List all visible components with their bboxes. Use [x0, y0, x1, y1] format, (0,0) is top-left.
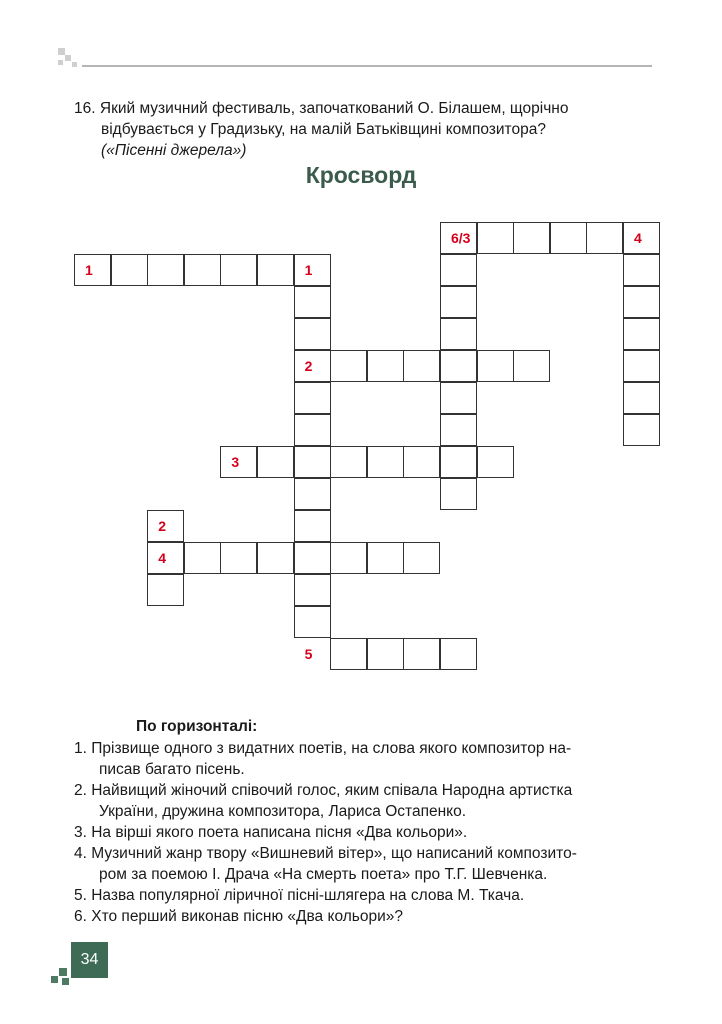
- crossword-cell[interactable]: [294, 318, 331, 350]
- clues-section: [74, 716, 664, 927]
- crossword-cell[interactable]: [367, 446, 404, 478]
- crossword-cell[interactable]: [147, 574, 184, 606]
- clue-4-line-2: ром за поемою І. Драча «На смерть поета» про Т.Г. Шевченка.: [99, 866, 548, 883]
- clue-6: [74, 906, 664, 927]
- crossword-cell[interactable]: [623, 382, 660, 414]
- question-line-2: відбувається у Градизьку, на малій Батьківщині композитора?: [101, 121, 546, 138]
- crossword-cell[interactable]: [294, 478, 331, 510]
- crossword-cell[interactable]: [440, 414, 477, 446]
- crossword-cell[interactable]: [586, 222, 623, 254]
- crossword-cell[interactable]: [513, 222, 550, 254]
- crossword-cell[interactable]: [403, 350, 440, 382]
- crossword-cell[interactable]: [623, 286, 660, 318]
- crossword-title: Кросворд: [305, 162, 417, 188]
- crossword-cell[interactable]: [294, 382, 331, 414]
- crossword-cell[interactable]: [367, 638, 404, 670]
- crossword-clue-number: 1: [304, 262, 313, 278]
- crossword-cell[interactable]: [184, 542, 221, 574]
- crossword-cell[interactable]: [440, 286, 477, 318]
- clue-5: [74, 885, 664, 906]
- clue-2-line-1: 2. Найвищий жіночий співочий голос, яким співала Народна артистка: [74, 782, 573, 799]
- crossword-cell[interactable]: [513, 350, 550, 382]
- crossword-cell[interactable]: [294, 286, 331, 318]
- crossword-cell[interactable]: [403, 542, 440, 574]
- crossword-cell[interactable]: [294, 542, 331, 574]
- clue-1-line-2: писав багато пісень.: [99, 761, 245, 778]
- crossword-cell[interactable]: [623, 350, 660, 382]
- crossword-cell[interactable]: [220, 542, 257, 574]
- crossword-cell[interactable]: [403, 638, 440, 670]
- crossword-cell[interactable]: [257, 542, 294, 574]
- crossword-cell[interactable]: [367, 542, 404, 574]
- clue-1-line-1: 1. Прізвище одного з видатних поетів, на слова якого композитор на-: [74, 740, 572, 757]
- crossword-cell[interactable]: [477, 446, 514, 478]
- crossword-cell[interactable]: [623, 254, 660, 286]
- crossword-cell[interactable]: [440, 446, 477, 478]
- crossword-cell[interactable]: [477, 222, 514, 254]
- clue-1: [74, 738, 664, 780]
- crossword-cell[interactable]: [330, 350, 367, 382]
- crossword-cell[interactable]: [184, 254, 221, 286]
- crossword-clue-number: 5: [304, 646, 313, 662]
- crossword-cell[interactable]: [440, 254, 477, 286]
- crossword-cell[interactable]: [550, 222, 587, 254]
- question-answer: («Пісенні джерела»): [101, 142, 247, 159]
- crossword-cell[interactable]: [477, 350, 514, 382]
- crossword-cell[interactable]: [294, 606, 331, 638]
- crossword-cell[interactable]: [403, 446, 440, 478]
- crossword-cell[interactable]: [330, 638, 367, 670]
- crossword-cell[interactable]: [257, 254, 294, 286]
- question-line-1: Який музичний фестиваль, започаткований О. Білашем, щорічно: [99, 100, 569, 117]
- clue-4-line-1: 4. Музичний жанр твору «Вишневий вітер», що написаний композито-: [74, 845, 577, 862]
- crossword-cell[interactable]: [623, 414, 660, 446]
- clue-4: [74, 843, 664, 885]
- crossword-cell[interactable]: [440, 350, 477, 382]
- crossword-clue-number: 2: [158, 518, 166, 534]
- page-number: 34: [71, 942, 108, 978]
- crossword-cell[interactable]: [440, 638, 477, 670]
- crossword-cell[interactable]: [440, 318, 477, 350]
- question-number: 16.: [74, 100, 96, 117]
- crossword-clue-number: 6/3: [451, 230, 471, 246]
- crossword-cell[interactable]: [367, 350, 404, 382]
- crossword-cell[interactable]: [294, 414, 331, 446]
- crossword-clue-number: 1: [85, 262, 93, 278]
- clue-2-line-2: України, дружина композитора, Лариса Остапенко.: [99, 803, 467, 820]
- crossword-cell[interactable]: [294, 510, 331, 542]
- clue-5-line-1: 5. Назва популярної ліричної пісні-шлягера на слова М. Ткача.: [74, 887, 525, 904]
- crossword-cell[interactable]: [623, 318, 660, 350]
- crossword-cell[interactable]: [330, 446, 367, 478]
- crossword-clue-number: 4: [158, 550, 166, 566]
- crossword-cell[interactable]: [220, 254, 257, 286]
- clue-6-line-1: 6. Хто перший виконав пісню «Два кольори»?: [74, 908, 403, 925]
- clues-heading: По горизонталі:: [136, 718, 258, 735]
- crossword-cell[interactable]: [257, 446, 294, 478]
- crossword-clue-number: 3: [231, 454, 240, 470]
- crossword-clue-number: 2: [304, 358, 313, 374]
- crossword-cell[interactable]: [111, 254, 148, 286]
- crossword-cell[interactable]: [440, 478, 477, 510]
- crossword-cell[interactable]: [440, 382, 477, 414]
- crossword-cell[interactable]: [330, 542, 367, 574]
- crossword-cell[interactable]: [294, 446, 331, 478]
- clue-3: [74, 822, 664, 843]
- clue-3-line-1: 3. На вірші якого поета написана пісня «Два кольори».: [74, 824, 468, 841]
- crossword-cell[interactable]: [294, 574, 331, 606]
- clue-2: [74, 780, 664, 822]
- crossword-cell[interactable]: [147, 254, 184, 286]
- crossword-clue-number: 4: [634, 230, 642, 246]
